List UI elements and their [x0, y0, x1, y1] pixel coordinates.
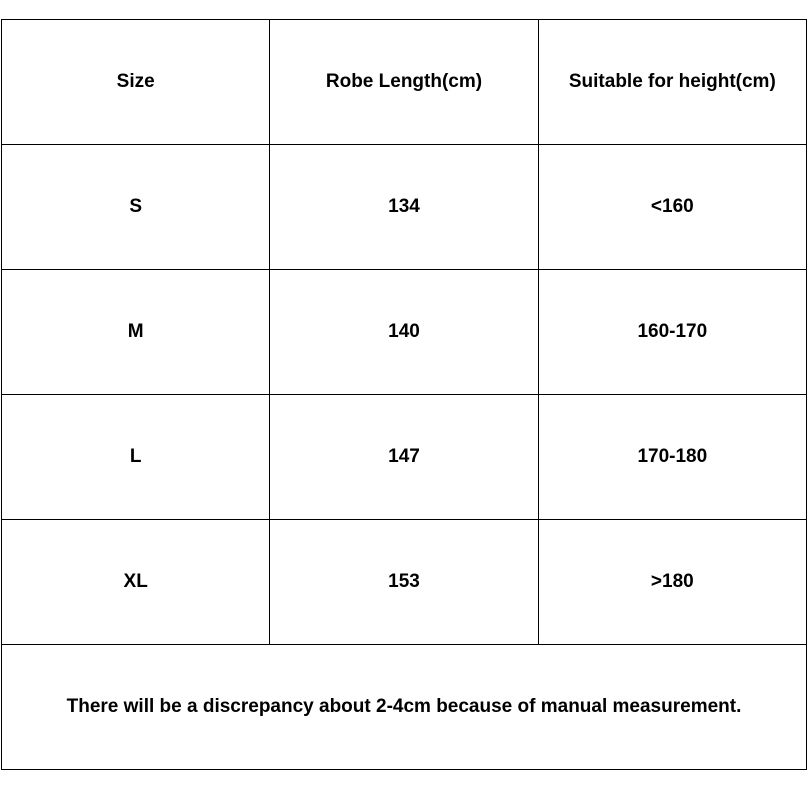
- height-cell: 170-180: [538, 395, 806, 520]
- table-row: [2, 520, 807, 645]
- header-size: Size: [2, 20, 270, 145]
- robe-length-cell: 134: [270, 145, 538, 270]
- note-row: [2, 645, 807, 770]
- header-suitable-height: Suitable for height(cm): [538, 20, 806, 145]
- height-cell: 160-170: [538, 270, 806, 395]
- size-cell: XL: [2, 520, 270, 645]
- robe-length-cell: 147: [270, 395, 538, 520]
- size-cell: S: [2, 145, 270, 270]
- table-row: [2, 270, 807, 395]
- robe-length-cell: 153: [270, 520, 538, 645]
- table-row: [2, 145, 807, 270]
- size-cell: M: [2, 270, 270, 395]
- size-cell: L: [2, 395, 270, 520]
- header-robe-length: Robe Length(cm): [270, 20, 538, 145]
- robe-length-cell: 140: [270, 270, 538, 395]
- measurement-note: There will be a discrepancy about 2-4cm because of manual measurement.: [2, 645, 807, 770]
- table-header-row: [2, 20, 807, 145]
- size-chart-table: [1, 19, 807, 770]
- height-cell: <160: [538, 145, 806, 270]
- table-row: [2, 395, 807, 520]
- height-cell: >180: [538, 520, 806, 645]
